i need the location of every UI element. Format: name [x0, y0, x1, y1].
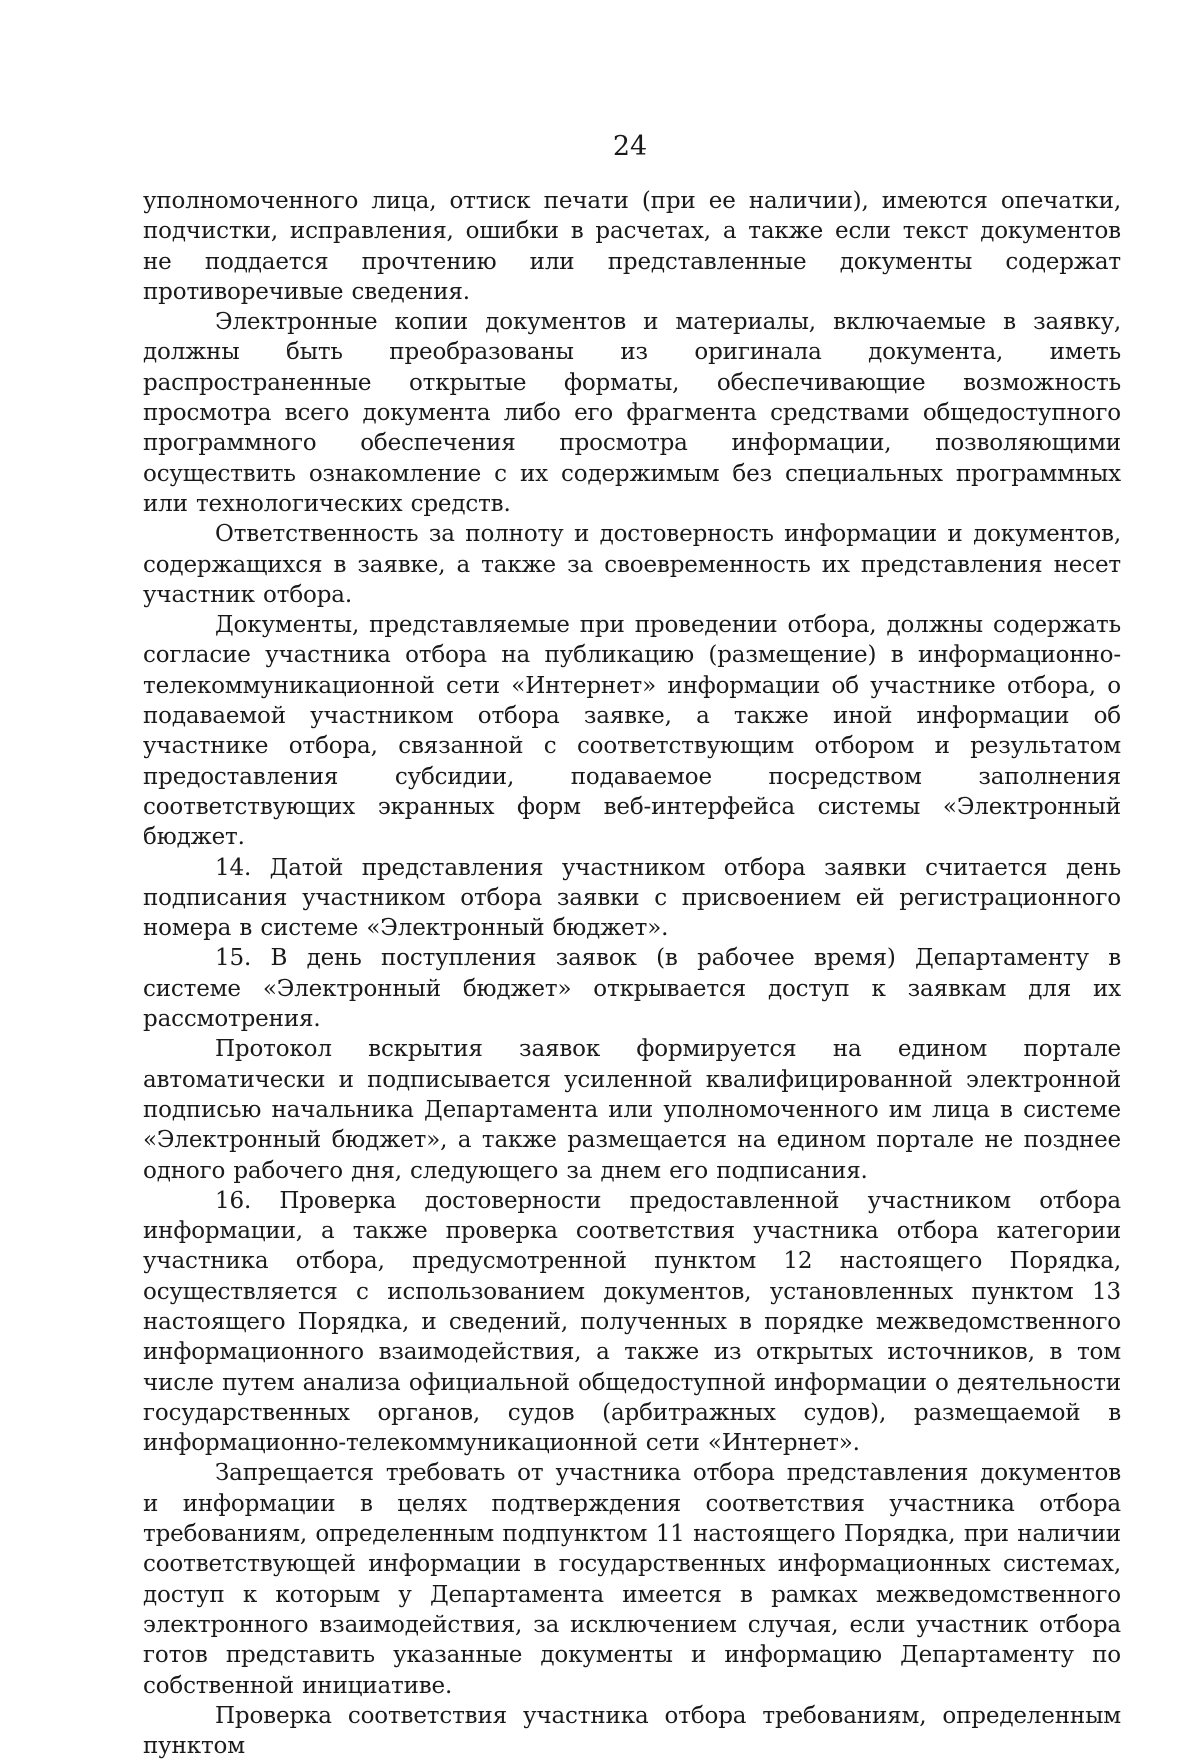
- paragraph-6: 15. В день поступления заявок (в рабочее время) Департаменту в системе «Электронный бюджет» открывается доступ к заявкам для их рассмотрения.: [143, 945, 1121, 1033]
- paragraph-8: 16. Проверка достоверности предоставленной участником отбора информации, а также проверка соответствия участника отбора категории участника отбора, предусмотренной пунктом 12 настоящего Порядка, осуществляется с использованием документов, установленных пунктом 13 настоящего Порядка, и сведений, полученных в порядке межведомственного информационного взаимодействия, а также из открытых источников, в том числе путем анализа официальной общедоступной информации о деятельности государственных органов, судов (арбитражных судов), размещаемой в информационно-телекоммуникационной сети «Интернет».: [143, 1187, 1121, 1457]
- paragraph-1: уполномоченного лица, оттиск печати (при ее наличии), имеются опечатки, подчистки, исправления, ошибки в расчетах, а также если текст документов не поддается прочтению или представленные документы содержат противоречивые сведения.: [143, 188, 1121, 305]
- paragraph-2: Электронные копии документов и материалы, включаемые в заявку, должны быть преобразованы из оригинала документа, иметь распространенные открытые форматы, обеспечивающие возможность просмотра всего документа либо его фрагмента средствами общедоступного программного обеспечения просмотра информации, позволяющими осуществить ознакомление с их содержимым без специальных программных или технологических средств.: [143, 309, 1121, 517]
- paragraph-7: Протокол вскрытия заявок формируется на едином портале автоматически и подписывается усиленной квалифицированной электронной подписью начальника Департамента или уполномоченного им лица в системе «Электронный бюджет», а также размещается на едином портале не позднее одного рабочего дня, следующего за днем его подписания.: [143, 1036, 1121, 1184]
- paragraph-4: Документы, представляемые при проведении отбора, должны содержать согласие участника отбора на публикацию (размещение) в информационно-телекоммуникационной сети «Интернет» информации об участнике отбора, о подаваемой участником отбора заявке, а также иной информации об участнике отбора, связанной с соответствующим отбором и результатом предоставления субсидии, подаваемое посредством заполнения соответствующих экранных форм веб-интерфейса системы «Электронный бюджет.: [143, 612, 1121, 851]
- paragraph-10: Проверка соответствия участника отбора требованиям, определенным пунктом: [143, 1702, 1121, 1760]
- paragraph-5: 14. Датой представления участником отбора заявки считается день подписания участником отбора заявки с присвоением ей регистрационного номера в системе «Электронный бюджет».: [143, 854, 1121, 942]
- paragraph-9: Запрещается требовать от участника отбора представления документов и информации в целях подтверждения соответствия участника отбора требованиям, определенным подпунктом 11 настоящего Порядка, при наличии соответствующей информации в государственных информационных системах, доступ к которым у Департамента имеется в рамках межведомственного электронного взаимодействия, за исключением случая, если участник отбора готов представить указанные документы и информацию Департаменту по собственной инициативе.: [143, 1460, 1121, 1699]
- paragraph-3: Ответственность за полноту и достоверность информации и документов, содержащихся в заявке, а также за своевременность их представления несет участник отбора.: [143, 521, 1121, 608]
- document-body: [143, 186, 1121, 1761]
- page-number: 24: [612, 131, 648, 162]
